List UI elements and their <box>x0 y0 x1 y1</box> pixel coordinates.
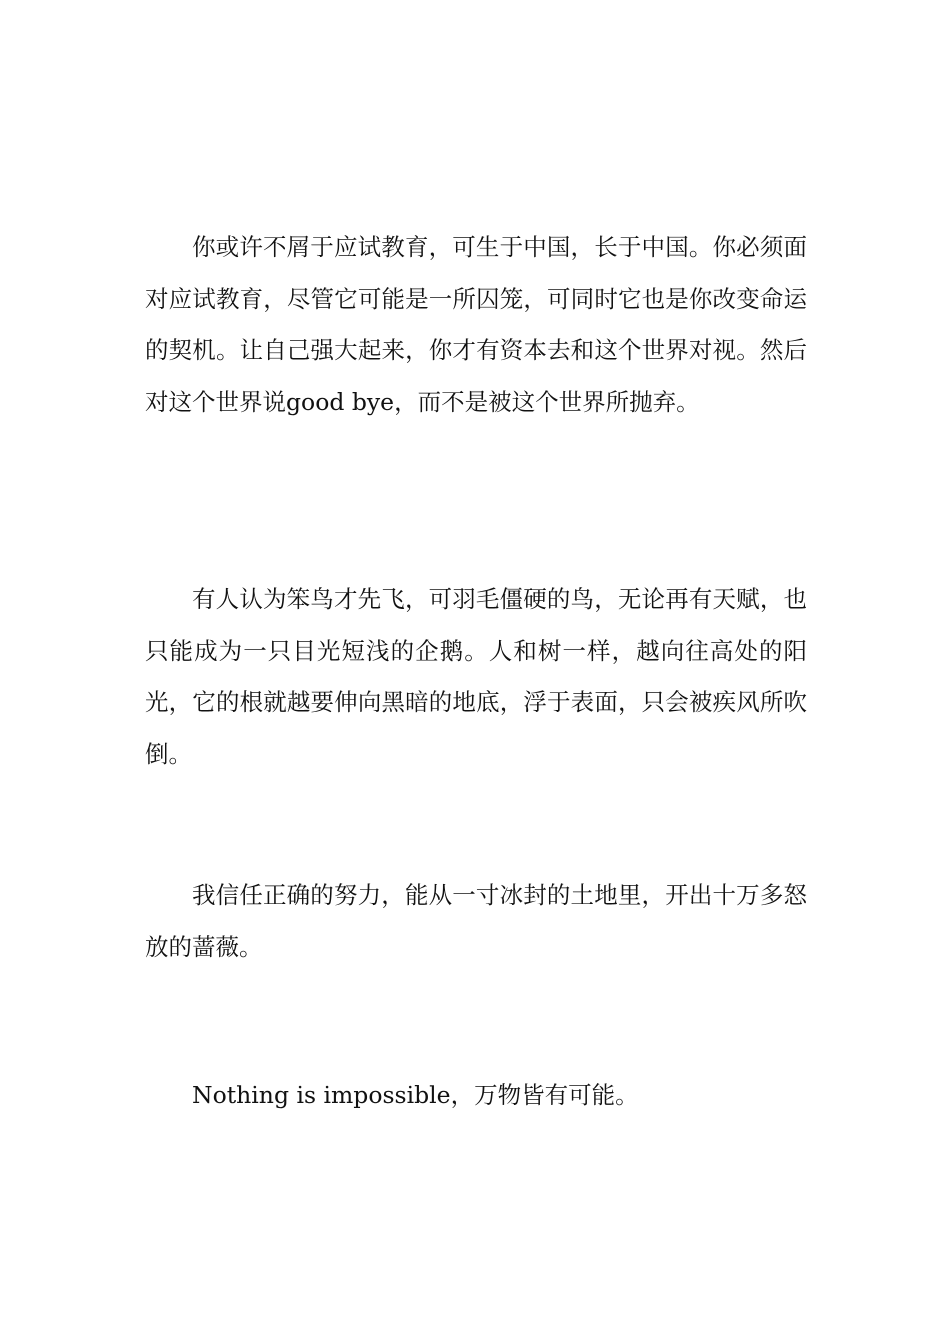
paragraph-early-bird: 有人认为笨鸟才先飞，可羽毛僵硬的鸟，无论再有天赋，也只能成为一只目光短浅的企鹅。人和树一样，越向往高处的阳光，它的根就越要伸向黑暗的地底，浮于表面，只会被疾风所吹倒。 <box>145 585 807 768</box>
paragraph-right-effort: 我信任正确的努力，能从一寸冰封的土地里，开出十万多怒放的蔷薇。 <box>145 881 807 961</box>
paragraph-nothing-impossible: Nothing is impossible，万物皆有可能。 <box>192 1081 639 1109</box>
paragraph-exam-education: 你或许不屑于应试教育，可生于中国，长于中国。你必须面对应试教育，尽管它可能是一所囚笼，可同时它也是你改变命运的契机。让自己强大起来，你才有资本去和这个世界对视。然后对这个世界说good bye，而不是被这个世界所抛弃。 <box>145 233 807 416</box>
